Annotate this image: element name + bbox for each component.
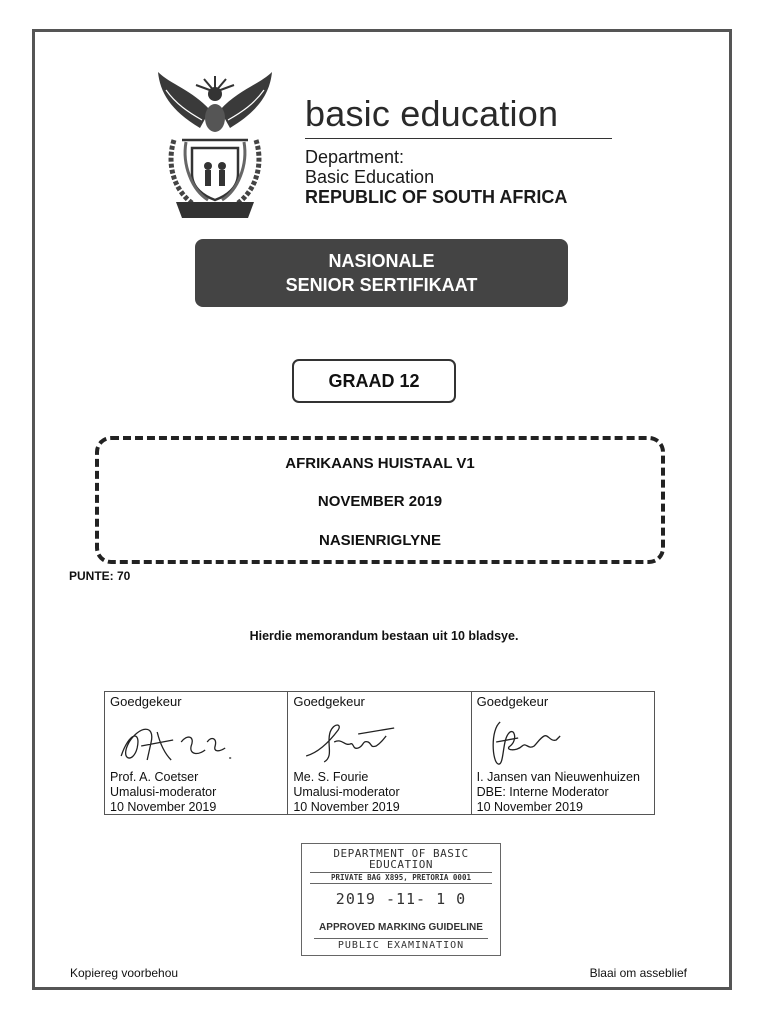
stamp-line-1: DEPARTMENT OF BASIC (333, 847, 469, 860)
footer-turn-page: Blaai om asseblief (589, 966, 687, 980)
approver-role: Umalusi-moderator (293, 785, 400, 799)
page-count-note: Hierdie memorandum bestaan uit 10 bladsye. (249, 629, 519, 643)
approver-info (477, 770, 640, 815)
department-label: Department: (305, 147, 405, 167)
approval-date: 10 November 2019 (476, 800, 583, 814)
signature-image (288, 712, 470, 768)
footer-copyright: Kopiereg voorbehou (70, 966, 179, 980)
approver-name: I. Jansen van Nieuwenhuizen (476, 770, 640, 784)
paper-title: AFRIKAANS HUISTAAL V1 (285, 455, 475, 472)
grade-label: GRAAD 12 (328, 370, 420, 391)
exam-date: NOVEMBER 2019 (317, 493, 443, 510)
stamp-address: PRIVATE BAG X895, PRETORIA 0001 (310, 872, 492, 884)
certificate-line-1: NASIONALE (328, 251, 435, 271)
country-name: REPUBLIC OF SOUTH AFRICA (305, 187, 568, 207)
certificate-line-2: SENIOR SERTIFIKAAT (285, 275, 478, 295)
brand-title: basic education (305, 93, 559, 134)
stamp-date: 2019 -11- 1 0 (335, 890, 467, 908)
stamp-approved: APPROVED MARKING GUIDELINE (319, 922, 483, 933)
certificate-banner (195, 239, 568, 307)
approval-label: Goedgekeur (476, 694, 549, 709)
approval-label: Goedgekeur (110, 694, 182, 709)
grade-box (292, 359, 456, 403)
approver-name: Me. S. Fourie (293, 770, 369, 784)
signature-image (105, 712, 287, 768)
approval-cell (105, 692, 288, 814)
department-name: Basic Education (305, 167, 435, 187)
coat-of-arms-logo (152, 70, 278, 220)
approver-info (110, 770, 216, 815)
approval-stamp (301, 843, 501, 956)
approval-date: 10 November 2019 (293, 800, 400, 814)
approval-cell (288, 692, 471, 814)
signature-image (472, 712, 654, 768)
total-marks: PUNTE: 70 (69, 569, 131, 583)
document-type: NASIENRIGLYNE (319, 532, 441, 549)
approval-date: 10 November 2019 (110, 800, 217, 814)
approver-name: Prof. A. Coetser (110, 770, 199, 784)
approval-cell (472, 692, 654, 814)
approver-info (293, 770, 399, 815)
brand-divider (305, 138, 612, 139)
approver-role: DBE: Interne Moderator (476, 785, 609, 799)
approver-role: Umalusi-moderator (110, 785, 217, 799)
stamp-public-exam: PUBLIC EXAMINATION (314, 938, 488, 953)
approval-table (104, 691, 655, 815)
approval-label: Goedgekeur (293, 694, 365, 709)
stamp-line-2: EDUCATION (368, 858, 434, 871)
